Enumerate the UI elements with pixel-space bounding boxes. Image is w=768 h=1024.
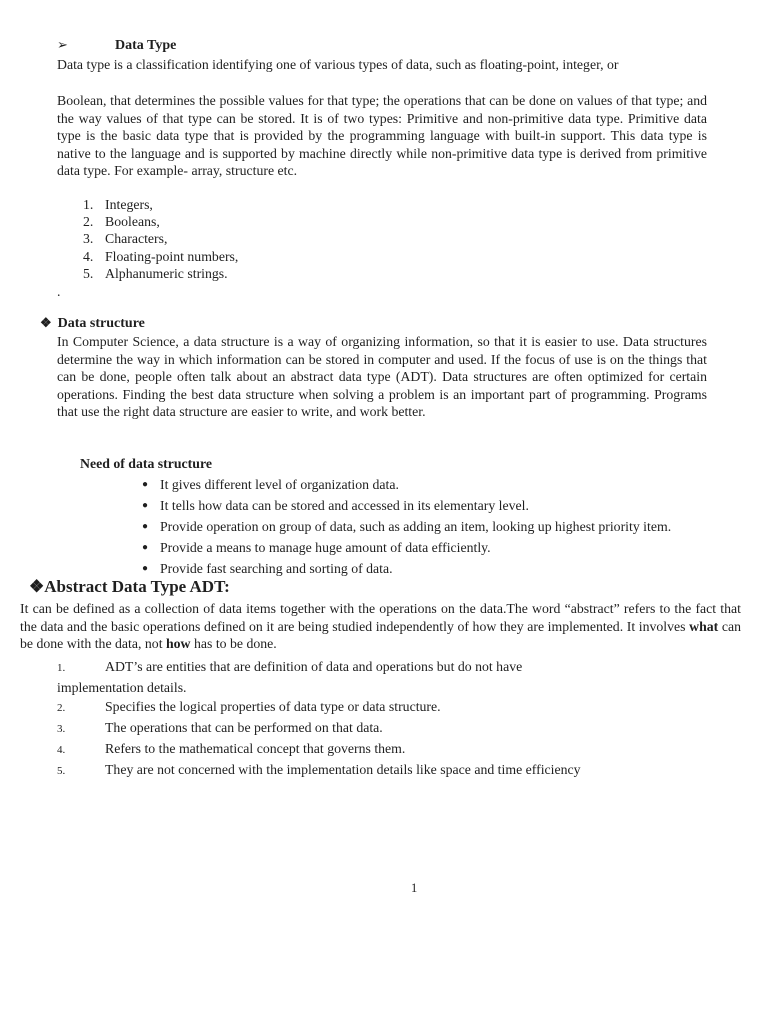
page-number: 1 [411, 881, 418, 895]
adt-item-number: 1. [57, 662, 66, 674]
list-item [83, 230, 238, 247]
data-type-list [83, 196, 238, 282]
bullet-item [142, 476, 674, 494]
list-item-text: Integers, [105, 197, 153, 212]
list-item-text: Booleans, [105, 214, 160, 230]
list-item-number: 1. [83, 197, 94, 212]
adt-item-text: Specifies the logical properties of data type or data structure. [105, 699, 441, 714]
abstract-data-type-heading-text: Abstract Data Type ADT: [44, 577, 230, 596]
data-type-paragraph: Boolean, that determines the possible values for that type; the operations that can be done on values of that type; and the way values of that type can be stored. It is of two types: Primitive and non-primitive data type. Primitive data type is the basic data type that is provided by the programming language with built-in support. This data type is native to the language and is supported by machine directly while non-primitive data type is derived from primitive data type. For example- array, structure etc. [57, 93, 707, 179]
adt-item [57, 739, 581, 760]
need-bullet-list [142, 476, 674, 581]
adt-bold-how: how [165, 636, 191, 652]
data-type-heading-text: Data Type [115, 38, 177, 53]
bullet-dot-icon: ● [142, 521, 149, 533]
arrow-bullet-icon: ➢ [57, 37, 68, 52]
need-of-data-structure-heading: Need of data structure [80, 456, 212, 471]
data-type-intro-line: Data type is a classification identifying one of various types of data, such as floating-point, integer, or [57, 57, 619, 72]
bullet-dot-icon: ● [142, 479, 149, 490]
adt-item [57, 760, 581, 781]
bullet-text: Provide operation on group of data, such as adding an item, looking up highest priority item. [160, 519, 672, 535]
adt-bold-what: what [689, 618, 719, 634]
adt-item-number: 2. [57, 702, 66, 714]
data-structure-heading-text: Data structure [57, 316, 145, 331]
adt-item-text: Refers to the mathematical concept that governs them. [105, 741, 406, 756]
data-structure-heading [40, 314, 145, 333]
adt-item-number: 4. [57, 744, 66, 756]
list-item-text: Floating-point numbers, [105, 248, 239, 264]
adt-item-text: implementation details. [57, 680, 187, 695]
adt-item-continuation [57, 678, 581, 697]
adt-item [57, 697, 581, 718]
bullet-item [142, 518, 674, 536]
adt-paragraph [20, 600, 741, 653]
bullet-item [142, 497, 674, 515]
abstract-data-type-heading [29, 577, 230, 597]
list-item-number: 5. [83, 265, 94, 281]
bullet-text: Provide fast searching and sorting of data. [160, 561, 393, 577]
bullet-dot-icon: ● [142, 500, 149, 512]
adt-paragraph-text: has to be done. [190, 636, 277, 652]
list-item [83, 213, 238, 230]
adt-item [57, 718, 581, 739]
diamond-bullet-icon: ❖ [40, 315, 52, 330]
bullet-item [142, 560, 674, 578]
bullet-dot-icon: ● [142, 563, 149, 575]
diamond-bullet-icon: ❖ [29, 577, 45, 596]
adt-item-text: The operations that can be performed on that data. [105, 720, 383, 735]
adt-item-text: They are not concerned with the implementation details like space and time efficiency [105, 762, 581, 777]
data-structure-paragraph: In Computer Science, a data structure is a way of organizing information, so that it is easier to use. Data structures determine the way in which information can be stored in computer and used. If the focus of use is on the things that can be done, people often talk about an abstract data type (ADT). Data structures are often optimized for certain operations. Finding the best data structure when solving a problem is an important part of programming. Programs that use the right data structure are easier to write, and work better. [57, 334, 707, 420]
list-item-text: Characters, [105, 231, 168, 247]
list-item [83, 265, 238, 282]
adt-item [57, 657, 581, 678]
bullet-text: Provide a means to manage huge amount of data efficiently. [160, 540, 491, 556]
list-item-number: 2. [83, 214, 94, 230]
bullet-dot-icon: ● [142, 542, 149, 554]
bullet-item [142, 539, 674, 557]
list-item [83, 248, 238, 265]
adt-item-text: ADT’s are entities that are definition of data and operations but do not have [105, 659, 523, 674]
bullet-text: It tells how data can be stored and accessed in its elementary level. [160, 498, 529, 514]
stray-period: . [57, 284, 61, 299]
adt-item-number: 3. [57, 723, 66, 735]
list-item-number: 4. [83, 248, 94, 264]
adt-numbered-list [57, 657, 581, 781]
adt-paragraph-text: can be done with the data, not [20, 618, 741, 652]
list-item [83, 196, 238, 213]
adt-paragraph-text: It can be defined as a collection of data items together with the operations on the data.The word “abstract” refers to the fact that the data and the basic operations defined on it are being studied independently of how they are implemented. It involves [20, 601, 741, 634]
list-item-number: 3. [83, 231, 94, 247]
list-item-text: Alphanumeric strings. [105, 265, 228, 281]
adt-item-number: 5. [57, 765, 66, 777]
data-type-heading [57, 36, 176, 55]
bullet-text: It gives different level of organization data. [160, 477, 399, 492]
